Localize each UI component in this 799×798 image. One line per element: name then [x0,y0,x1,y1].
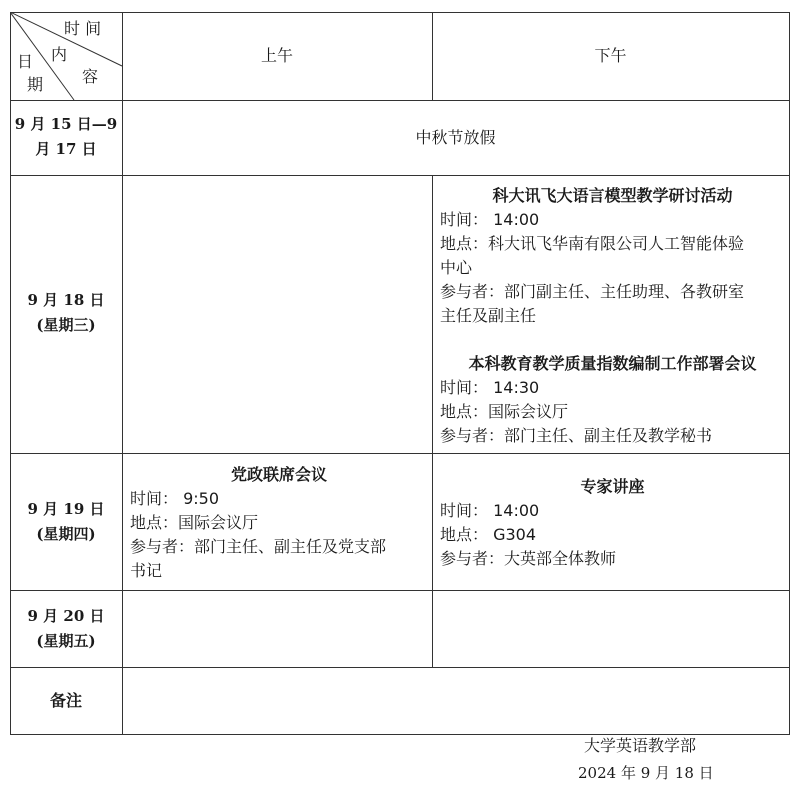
table-border-right [789,12,790,735]
weekday-line: (星期四) [36,525,96,543]
event-attendees: 参与者：大英部全体教师 [440,549,617,568]
event-attendees-cont: 书记 [130,561,163,580]
row-date-sep18 [10,288,122,338]
table-row-divider [10,100,790,101]
date-line: 9 月 20 日 [27,607,105,625]
event-place-cont: 中心 [440,258,473,277]
table-row-divider [10,590,790,591]
sep19-am-cell [130,463,428,583]
event-place: 地点：科大讯飞华南有限公司人工智能体验 [440,234,745,253]
event-time: 时间： 14:30 [440,378,540,397]
event-place: 地点：国际会议厅 [440,402,569,421]
event-place: 地点：国际会议厅 [130,513,259,532]
event-time: 时间： 14:00 [440,210,540,229]
column-header-afternoon: 下午 [594,46,627,65]
corner-label-content-1: 内 [51,45,68,64]
weekday-line: (星期五) [36,632,96,650]
event-place: 地点： G304 [440,525,537,544]
table-column-divider [122,12,123,735]
event-time: 时间： 14:00 [440,501,540,520]
weekday-line: (星期三) [36,316,96,334]
date-line: 9 月 15 日—9 [14,115,118,133]
sep18-pm-cell [440,184,785,448]
table-column-divider [432,175,433,668]
notes-label: 备注 [49,691,82,710]
footer-date: 2024 年 9 月 18 日 [578,764,714,782]
event-title: 专家讲座 [580,477,645,496]
event-title: 科大讯飞大语言模型教学研讨活动 [492,186,733,205]
event-attendees-cont: 主任及副主任 [440,306,537,325]
event-attendees: 参与者：部门副主任、主任助理、各教研室 [440,282,745,301]
event-attendees: 参与者：部门主任、副主任及党支部 [130,537,387,556]
row-date-sep19 [10,497,122,547]
table-row-divider [10,667,790,668]
table-border-top [10,12,790,13]
row-date-sep20 [10,604,122,654]
date-line: 9 月 18 日 [27,291,105,309]
table-row-divider [10,453,790,454]
corner-label-date-2: 期 [27,75,44,94]
event-attendees: 参与者：部门主任、副主任及教学秘书 [440,426,713,445]
event-title: 党政联席会议 [230,465,327,484]
event-time: 时间： 9:50 [130,489,220,508]
sep19-pm-cell [440,475,785,571]
date-line: 月 17 日 [35,140,97,158]
date-line: 9 月 19 日 [27,500,105,518]
column-header-morning: 上午 [260,46,293,65]
table-row-divider [10,175,790,176]
row-date-holiday [10,112,122,162]
holiday-content: 中秋节放假 [415,128,496,147]
corner-label-time: 时 间 [64,19,102,38]
corner-label-content-2: 容 [82,67,99,86]
corner-label-date-1: 日 [17,52,34,71]
footer-department: 大学英语教学部 [584,736,697,755]
event-title: 本科教育教学质量指数编制工作部署会议 [468,354,757,373]
